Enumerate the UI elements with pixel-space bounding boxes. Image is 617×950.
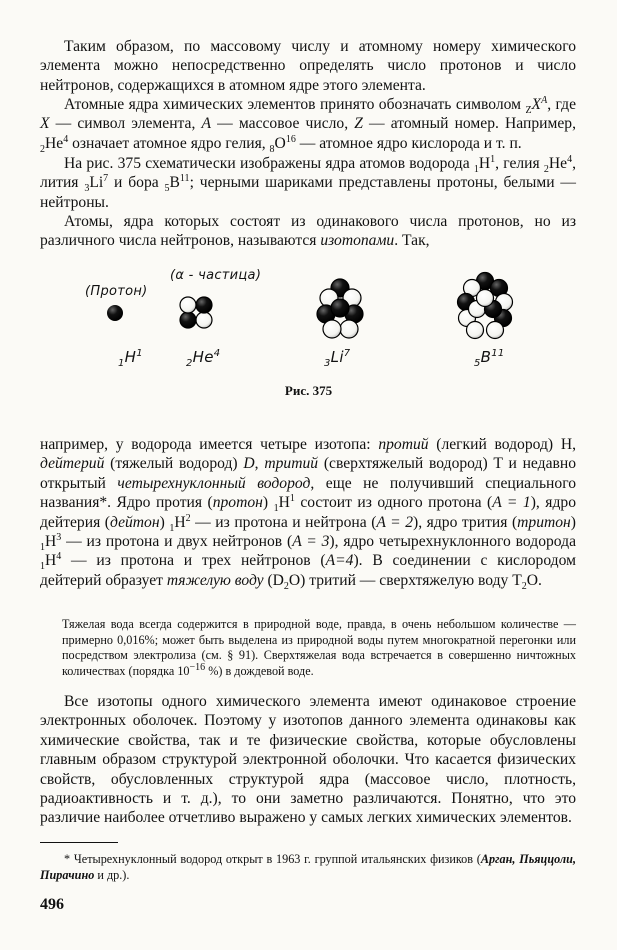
formula-part: 16 [285,133,296,145]
text-run: — из протона и нейтрона ( [190,513,377,531]
nucleus-helium [180,297,212,328]
label-part: 1 [136,348,143,359]
term-isotopes: изотопами [320,232,395,250]
term-four-nucleon-hydrogen: четырехнуклонный водород [117,474,311,492]
text-run: — из протона и трех нейтронов ( [61,552,326,570]
text-run: , где [547,96,576,113]
text-run: ). В соединении с кислородом дейтерий образует [40,552,576,589]
text-run: , лития [40,155,576,192]
text-run: означает атомное ядро гелия, [68,134,270,152]
text-run: состоит из одного протона ( [294,494,493,512]
footnote [40,851,576,883]
small-print-note [62,617,576,679]
term-deuteron: дейтон [110,513,160,531]
paragraph-1-text: Таким образом, по массовому числу и атомному номеру химического элемента можно непосредственно определять число протонов и число нейтронов, содержащихся в атомном ядре этого элемента. [40,38,576,94]
formula-part: O [274,134,286,152]
formula-part: 2 [543,164,549,176]
neutron-ball [487,322,504,339]
text-run: . Так, [394,232,430,250]
formula-part: He [45,134,64,152]
term-protium: протий [378,436,429,453]
footnote-names: Арган, Пьяццоли, Пирачино [40,852,576,882]
text-run: — из протона и двух нейтронов ( [61,533,293,551]
text-run: (тяжелый водород) [104,455,244,473]
text-run: Атомы, ядра которых состоят из одинакового числа протонов, но из различного числа нейтронов, называются [40,213,576,250]
text-run: ) [262,494,274,512]
formula-part: 4 [56,551,62,563]
proton-ball [107,305,123,321]
text-run: , еще не получивший специального названия*. Ядро протия ( [40,474,576,512]
label-part: 1 [118,358,125,369]
formula-part: A = 2 [376,513,414,531]
formula-part: He [548,155,568,172]
formula-part: 1 [490,153,496,165]
label-proton: (Протон) [85,284,148,299]
formula-part: −16 [189,661,206,673]
formula-part: Li [89,174,104,192]
text-run: — атомное ядро кислорода и т. п. [295,134,522,152]
label-part: 7 [343,348,351,359]
label-hydrogen [118,348,143,369]
footnote-divider [40,842,118,843]
text-run: ), ядро трития ( [413,513,518,531]
label-part: B [480,348,492,366]
label-part: 2 [186,358,193,369]
paragraph-6 [40,692,576,828]
formula-part: 1 [40,561,45,573]
label-helium [186,348,221,369]
neutron-ball [180,297,196,313]
text-run: (сверхтяжелый водород) T и недавно открытый [40,455,576,492]
formula-part: 2 [521,580,527,592]
neutron-ball [477,290,494,307]
formula-part: 1 [273,503,279,515]
text-run: например, у водорода имеется четыре изотопа: [40,436,379,453]
proton-ball [180,312,196,328]
text-run: O. [526,571,542,589]
text-run: ), ядро четырехнуклонного водорода [329,533,576,551]
paragraph-3 [40,154,576,212]
text-run: ), ядро дейтерия ( [40,494,576,531]
text-run: ; черными шариками представлены протоны, белыми — нейтроны. [40,174,577,211]
formula-part: 2 [185,512,191,524]
formula-part: X [531,96,542,113]
term-heavy-water: тяжелую воду [166,571,264,589]
paragraph-5 [40,435,576,590]
formula-part: 5 [164,183,170,195]
neutron-ball [467,322,484,339]
formula-part: 1 [40,542,45,554]
label-lithium [324,348,351,369]
formula-part: 2 [40,143,45,155]
formula-part: H [174,513,186,531]
formula-part: H [478,155,491,172]
formula-part: H [45,533,57,551]
formula-part: D [243,455,255,473]
formula-part: 4 [63,133,69,145]
paragraph-2 [40,95,576,153]
neutron-ball [323,320,341,338]
formula-part: 1 [473,164,479,176]
term-deuterium: дейтерий [40,455,105,473]
formula-part: Z [525,105,532,117]
formula-part: Z [354,115,363,133]
text-run: (легкий водород) H, [428,436,576,453]
formula-part: H [45,552,57,570]
text-run: O) тритий — сверхтяжелую воду T [288,571,522,589]
formula-part: A = 1 [492,494,531,512]
text-run: , гелия [495,155,544,172]
formula-part: 3 [84,183,90,195]
label-part: 5 [474,358,481,369]
nucleus-hydrogen [107,305,123,321]
label-part: 11 [491,348,505,359]
formula-part: 11 [179,173,190,185]
formula-part: A [201,115,212,133]
proton-ball [331,299,349,317]
text-run: , [254,455,265,473]
formula-part: A [541,94,548,106]
formula-part: A = 3 [292,533,330,551]
text-run: и бора [108,174,165,192]
term-proton: протон [212,494,263,512]
formula-part: 3 [56,531,62,543]
formula-part: X [40,115,50,133]
formula-part: A=4 [325,552,354,570]
proton-ball [196,297,212,313]
figure-375 [70,268,550,378]
text-run: и др.). [94,868,130,882]
label-part: H [124,348,137,366]
paragraph-4 [40,212,576,251]
formula-part: 2 [283,580,289,592]
formula-part: 7 [103,173,109,185]
page-number: 496 [40,896,64,913]
neutron-ball [196,312,212,328]
text-run: — символ элемента, [49,115,202,133]
formula-part: 1 [169,522,175,534]
label-part: Li [330,348,344,366]
term-triton: тритон [517,513,571,531]
label-part: He [192,348,214,366]
formula-part: B [169,174,180,192]
text-run: ) [570,513,576,531]
label-alpha-particle: (α - частица) [170,268,262,283]
formula-part: H [278,494,290,512]
text-run: Атомные ядра химических элементов принято обозначать символом [64,96,526,113]
text-run: — атомный номер. Например, [362,115,576,133]
text-run: (D [263,571,284,589]
neutron-ball [340,320,358,338]
label-part: 4 [213,348,221,359]
text-run: * Четырехнуклонный водород открыт в 1963 г. группой итальянских физиков ( [64,852,481,866]
formula-part: 8 [269,143,275,155]
paragraph-1 [40,37,576,95]
text-run: Тяжелая вода всегда содержится в природной воде, правда, в очень небольшом количестве — примерно 0,016%; может быть выделена из природной воды путем многократной перегонки или посредством электролиза (см. § 91). Сверхтяжелая вода встречается в совершенно ничтожных количествах (порядка 10 [62,617,576,678]
figure-caption: Рис. 375 [284,383,333,398]
formula-part: 4 [567,153,573,165]
text-run: %) в дождевой воде. [205,663,314,678]
text-run: — массовое число, [211,115,355,133]
formula-part: 1 [289,493,295,505]
text-run: На рис. 375 схематически изображены ядра атомов водорода [64,155,474,172]
term-tritium: тритий [264,455,319,473]
label-boron [474,348,505,369]
label-part: 3 [324,358,331,369]
paragraph-6-text: Все изотопы одного химического элемента имеют одинаковое строение электронных оболочек. Поэтому у изотопов данного элемента одинаковы как химические свойства, так и те физические свойства, которые обусловлены главным образом структурой электронной оболочки. Что касается физических свойств, обусловленных структурой ядра (массовое число, плотность, радиоактивность и т. д.), то они заметно различаются. Понятно, что это различие наиболее отчетливо выражено у самых легких химических элементов. [40,693,576,827]
nucleus-boron [458,273,513,339]
text-run: ) [159,513,170,531]
nucleus-lithium [317,279,363,338]
